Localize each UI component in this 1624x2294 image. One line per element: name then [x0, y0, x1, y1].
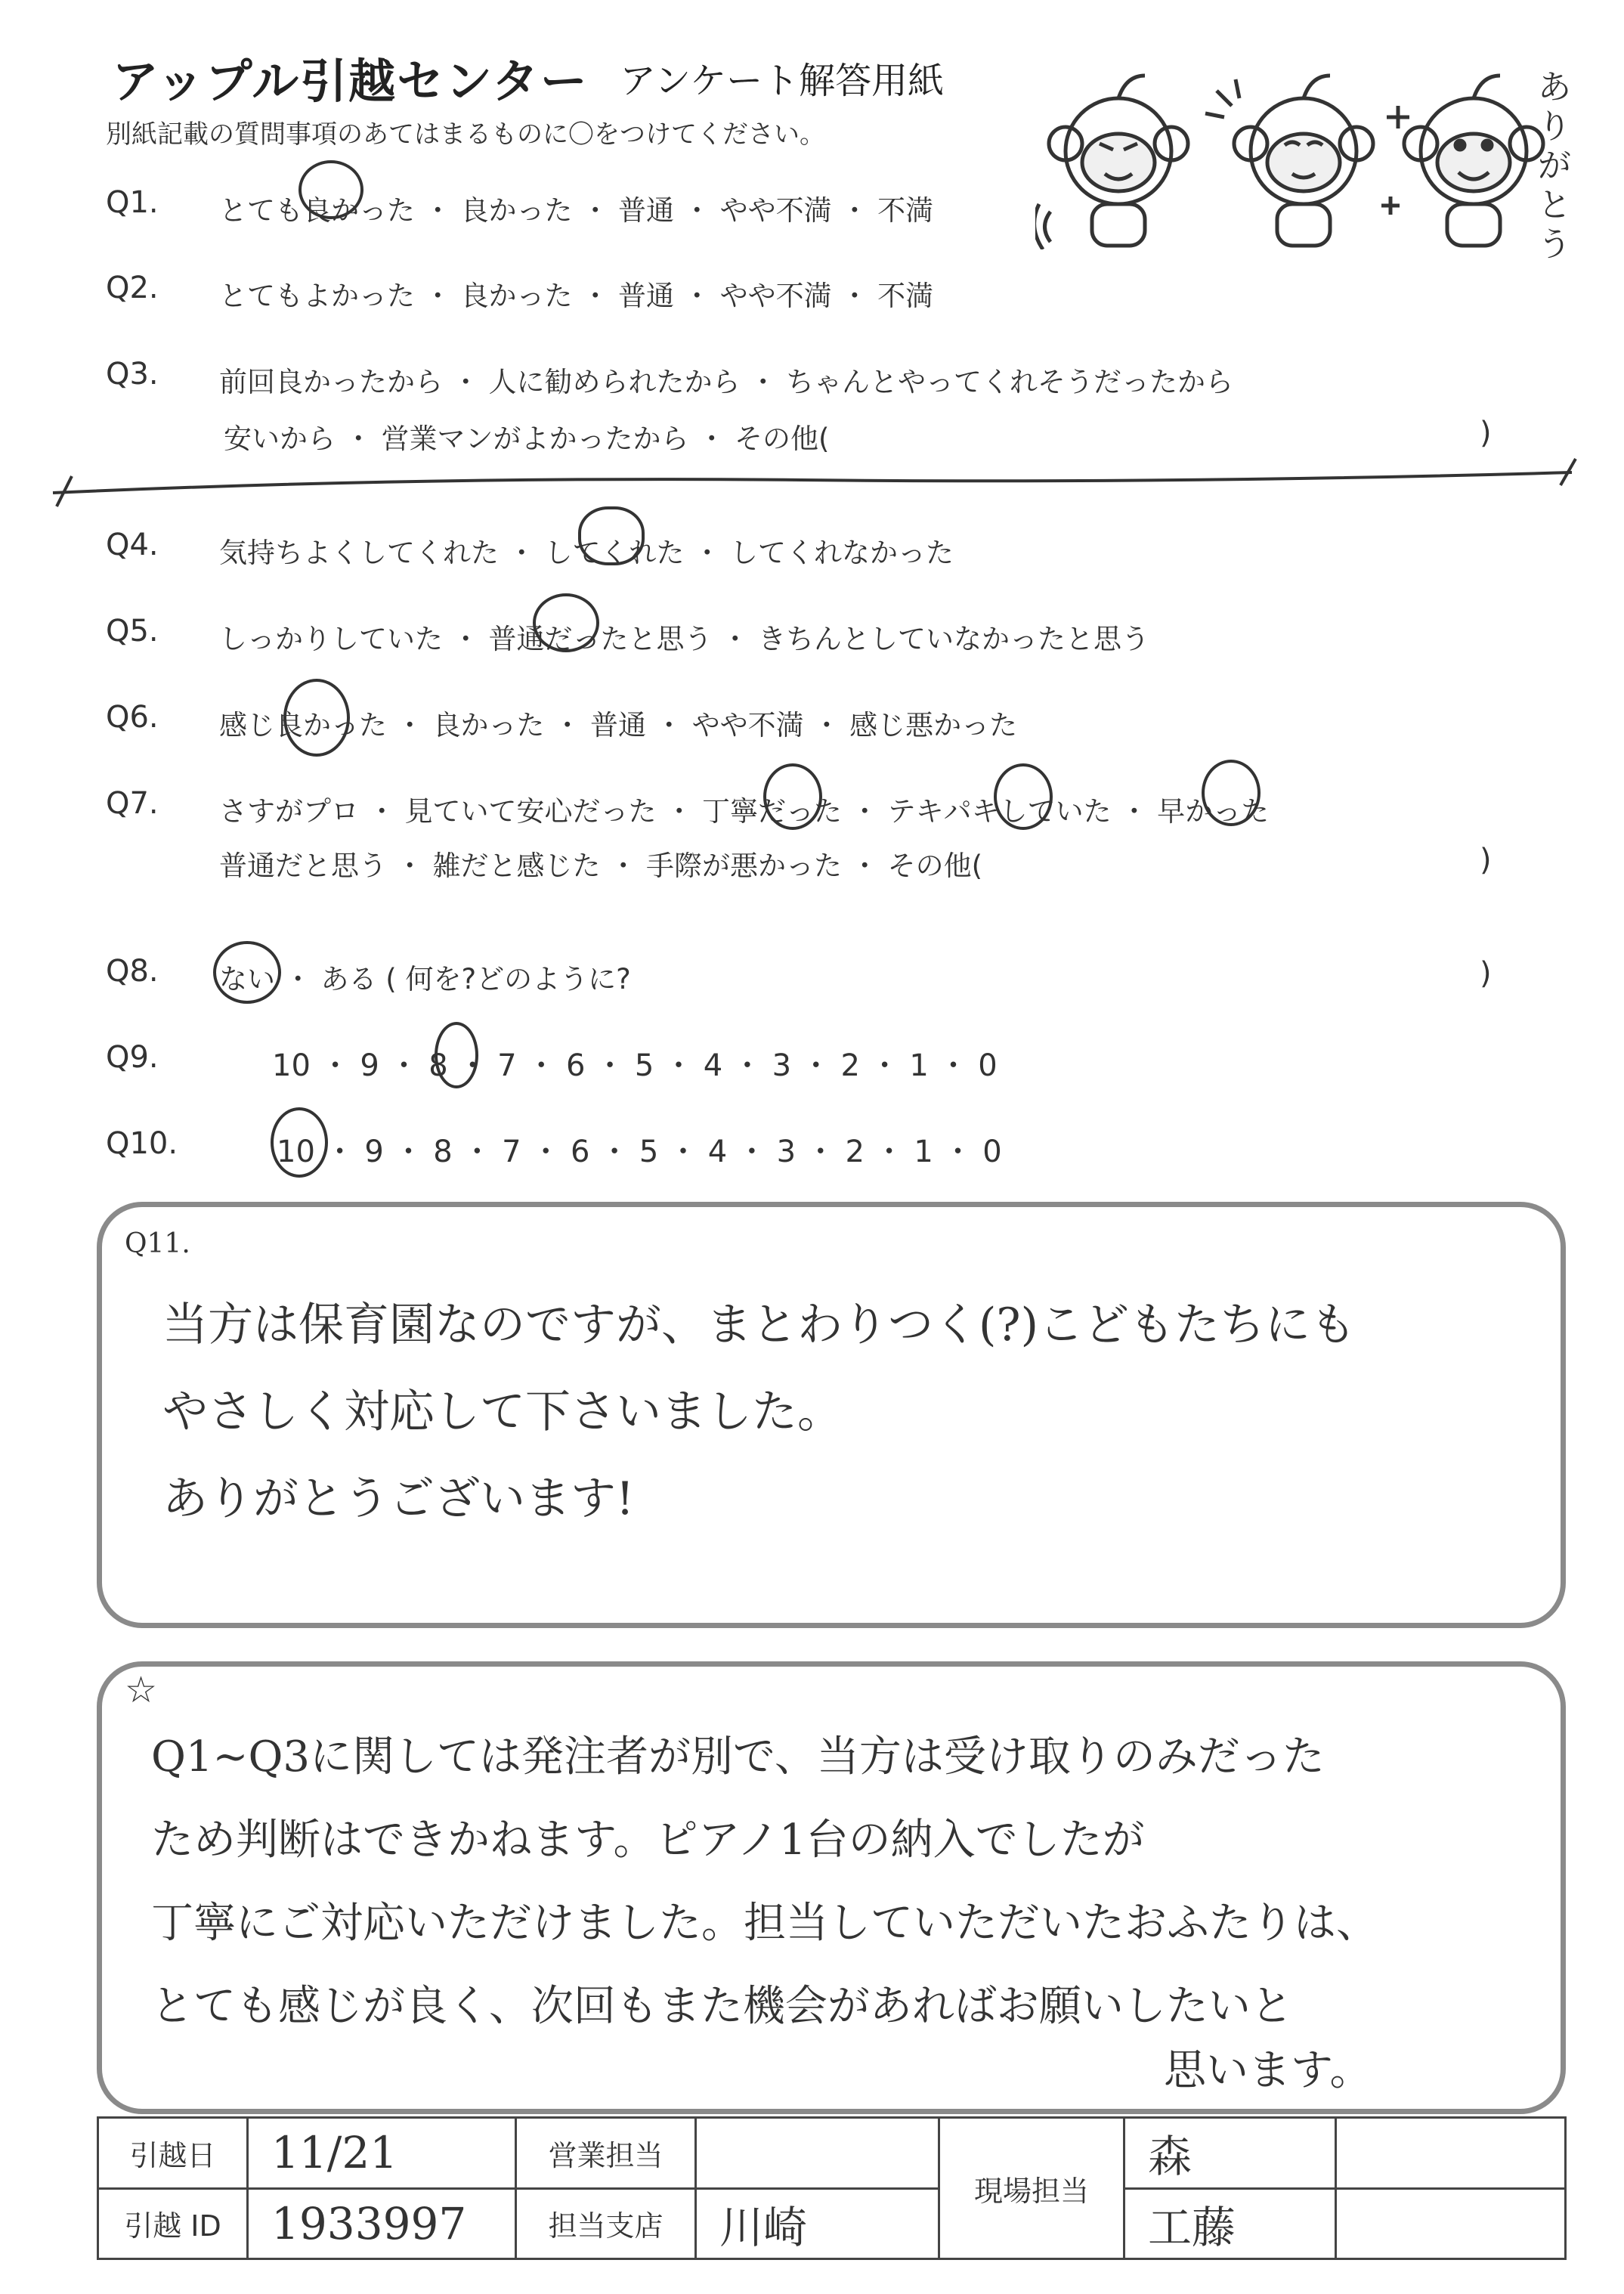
q3-label: Q3. [106, 357, 159, 392]
q7-selection-circle-1 [763, 763, 822, 830]
q7-label: Q7. [106, 786, 159, 821]
star-comment-line-3: 丁寧にご対応いただけました。担当していただいたおふたりは、 [151, 1899, 1378, 1948]
q6-label: Q6. [106, 700, 159, 735]
q6-options[interactable]: 感じ良かった ・ 良かった ・ 普通 ・ やや不満 ・ 感じ悪かった [219, 709, 1018, 741]
q9-selection-circle [435, 1022, 478, 1088]
site-value-2[interactable]: 工藤 [1124, 2188, 1336, 2259]
q10-label: Q10. [106, 1126, 178, 1161]
q7-selection-circle-3 [1202, 760, 1261, 826]
q7-close-paren: ) [1480, 843, 1492, 878]
site-empty-cell-2[interactable] [1336, 2188, 1566, 2259]
sales-value[interactable] [696, 2118, 939, 2189]
branch-label: 担当支店 [516, 2188, 696, 2259]
q6-selection-circle [283, 679, 350, 757]
monkey-mascot-illustration [1035, 60, 1595, 249]
sales-label: 営業担当 [516, 2118, 696, 2189]
q1-options[interactable]: とても良かった ・ 良かった ・ 普通 ・ やや不満 ・ 不満 [219, 194, 934, 227]
q3-options-line1[interactable]: 前回良かったから ・ 人に勧められたから ・ ちゃんとやってくれそうだったから [219, 366, 1234, 398]
star-comment-line-1: Q1~Q3に関しては発注者が別で、当方は受け取りのみだった [151, 1732, 1325, 1782]
q11-comment-line-2: やさしく対応して下さいました。 [162, 1385, 843, 1438]
move-id-label: 引越 ID [98, 2188, 248, 2259]
site-label: 現場担当 [939, 2118, 1124, 2259]
q1-label: Q1. [106, 185, 159, 220]
move-date-value[interactable]: 11/21 [248, 2118, 516, 2189]
q11-label: Q11. [125, 1228, 190, 1259]
q7-selection-circle-2 [994, 763, 1053, 830]
q10-selection-circle [271, 1107, 328, 1178]
site-empty-cell-1[interactable] [1336, 2118, 1566, 2189]
q8-label: Q8. [106, 954, 159, 989]
q4-selection-circle [578, 506, 645, 565]
star-comment-line-4: とても感じが良く、次回もまた機会があればお願いしたいと [151, 1982, 1293, 2031]
site-value-1[interactable]: 森 [1124, 2118, 1336, 2189]
handwritten-divider-line [45, 454, 1587, 514]
q9-scale[interactable]: 10 ・ 9 ・ 8 ・ 7 ・ 6 ・ 5 ・ 4 ・ 3 ・ 2 ・ 1 ・ 0 [272, 1048, 998, 1083]
q2-label: Q2. [106, 271, 159, 305]
q4-label: Q4. [106, 528, 159, 562]
q11-comment-line-3: ありがとうございます! [162, 1472, 635, 1525]
q2-options[interactable]: とてもよかった ・ 良かった ・ 普通 ・ やや不満 ・ 不満 [219, 280, 934, 312]
footer-info-table [97, 2116, 1567, 2260]
brand-title: アップル引越センター [112, 54, 589, 109]
q10-scale[interactable]: 10 ・ 9 ・ 8 ・ 7 ・ 6 ・ 5 ・ 4 ・ 3 ・ 2 ・ 1 ・ 0 [277, 1135, 1002, 1169]
move-date-label: 引越日 [98, 2118, 248, 2189]
q9-label: Q9. [106, 1040, 159, 1075]
q7-options-line1[interactable]: さすがプロ ・ 見ていて安心だった ・ 丁寧だった ・ テキパキしていた ・ 早かった [219, 795, 1270, 828]
form-title: アンケート解答用紙 [620, 60, 945, 102]
thanks-vertical-text: ありがとう [1538, 68, 1571, 264]
q8-options[interactable]: ない ・ ある ( 何を?どのように? [219, 963, 631, 995]
instruction-text: 別紙記載の質問事項のあてはまるものに〇をつけてください。 [106, 119, 825, 150]
q3-close-paren: ) [1480, 416, 1492, 450]
q8-selection-circle [213, 941, 281, 1004]
q7-options-line2[interactable]: 普通だと思う ・ 雑だと感じた ・ 手際が悪かった ・ その他( [219, 850, 983, 882]
q5-label: Q5. [106, 614, 159, 649]
q11-comment-line-1: 当方は保育園なのですが、まとわりつく(?)こどもたちにも [162, 1299, 1356, 1351]
star-icon: ☆ [125, 1669, 158, 1711]
q4-options[interactable]: 気持ちよくしてくれた ・ してくれた ・ してくれなかった [219, 537, 954, 569]
q1-selection-circle [299, 160, 363, 219]
q8-close-paren: ) [1480, 956, 1492, 991]
move-id-value[interactable]: 1933997 [248, 2188, 516, 2259]
star-comment-line-2: ため判断はできかねます。ピアノ1台の納入でしたが [151, 1816, 1145, 1865]
q3-options-line2[interactable]: 安いから ・ 営業マンがよかったから ・ その他( [224, 423, 830, 455]
q5-options[interactable]: しっかりしていた ・ 普通だったと思う ・ きちんとしていなかったと思う [219, 623, 1150, 655]
star-comment-line-5: 思います。 [1164, 2046, 1372, 2095]
branch-value[interactable]: 川崎 [696, 2188, 939, 2259]
q5-selection-circle [533, 593, 599, 652]
